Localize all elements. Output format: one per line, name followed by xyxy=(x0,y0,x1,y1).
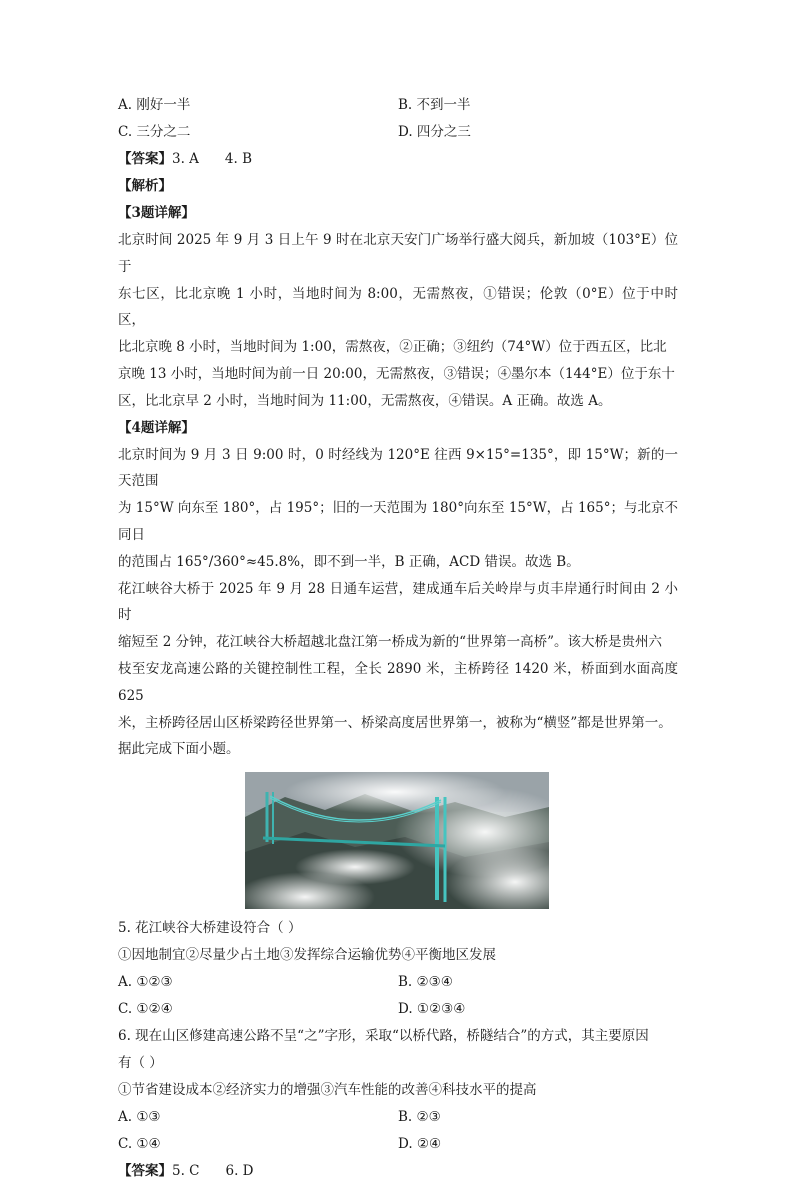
option-d: D. ①②③④ xyxy=(398,1001,466,1018)
option-c: C. 三分之二 xyxy=(118,124,191,140)
answer-value: 5. C xyxy=(172,1163,200,1180)
answer-line-2 xyxy=(118,1158,678,1185)
answer-value: 6. D xyxy=(225,1163,254,1180)
q3-explanation xyxy=(118,227,678,415)
text-line: 北京时间为 9 月 3 日 9:00 时，0 时经线为 120°E 往西 9×15°=135°，即 15°W；新的一天范围 xyxy=(118,446,678,490)
text-line: 缩短至 2 分钟，花江峡谷大桥超越北盘江第一桥成为新的“世界第一高桥”。该大桥是贵州六 xyxy=(118,634,662,651)
q5-options-row-2 xyxy=(118,996,678,1023)
bridge-context xyxy=(118,576,678,764)
option-d: D. 四分之三 xyxy=(398,124,471,140)
text-line: 北京时间 2025 年 9 月 3 日上午 9 时在北京天安门广场举行盛大阅兵，新加坡（103°E）位于 xyxy=(118,232,678,275)
answer-line-1 xyxy=(118,146,678,173)
q4-explanation xyxy=(118,442,678,576)
q6-items: ①节省建设成本②经济实力的增强③汽车性能的改善④科技水平的提高 xyxy=(118,1082,537,1099)
analysis-label: 【解析】 xyxy=(118,178,172,194)
answer-label: 【答案】 xyxy=(118,1163,172,1180)
q6-stem-cont: 有（ ） xyxy=(118,1055,163,1072)
q4-detail-label: 【4题详解】 xyxy=(118,419,195,436)
q3-detail-label: 【3题详解】 xyxy=(118,205,195,221)
option-a: A. ①③ xyxy=(118,1109,161,1126)
answer-label: 【答案】 xyxy=(118,151,172,167)
answer-value: 3. A xyxy=(172,151,199,167)
q6-options-row-1 xyxy=(118,1104,678,1131)
option-b: B. ②③ xyxy=(398,1109,441,1126)
option-c: C. ①④ xyxy=(118,1136,161,1153)
text-line: 花江峡谷大桥于 2025 年 9 月 28 日通车运营，建成通车后关岭岸与贞丰岸通行时间由 2 小时 xyxy=(118,580,678,624)
option-c: C. ①②④ xyxy=(118,1001,173,1018)
document-page xyxy=(118,92,678,1185)
suspension-bridge-icon xyxy=(245,772,549,909)
text-line: 为 15°W 向东至 180°，占 195°；旧的一天范围为 180°向东至 15°W，占 165°；与北京不同日 xyxy=(118,500,678,543)
option-b: B. 不到一半 xyxy=(398,97,471,113)
answer-value: 4. B xyxy=(224,151,253,167)
option-d: D. ②④ xyxy=(398,1136,442,1153)
text-line: 的范围占 165°/360°≈45.8%，即不到一半，B 正确，ACD 错误。故选 B。 xyxy=(118,553,580,570)
text-line: 米，主桥跨径居山区桥梁跨径世界第一、桥梁高度居世界第一，被称为“横竖”都是世界第一。 xyxy=(118,714,672,731)
text-line: 区，比北京早 2 小时，当地时间为 11:00，无需熬夜，④错误。A 正确。故选 A。 xyxy=(118,392,612,409)
text-line: 枝至安龙高速公路的关键控制性工程，全长 2890 米，主桥跨径 1420 米，桥面到水面高度 625 xyxy=(118,660,678,704)
q6-stem: 6. 现在山区修建高速公路不呈“之”字形，采取“以桥代路，桥隧结合”的方式，其主要原因 xyxy=(118,1028,649,1045)
q4-options-row-2 xyxy=(118,119,678,146)
text-line: 京晚 13 小时，当地时间为前一日 20:00，无需熬夜，③错误；④墨尔本（144°E）位于东十 xyxy=(118,365,675,382)
text-line: 东七区，比北京晚 1 小时，当地时间为 8:00，无需熬夜，①错误；伦敦（0°E）位于中时区， xyxy=(118,285,678,329)
option-a: A. ①②③ xyxy=(118,974,173,991)
option-b: B. ②③④ xyxy=(398,974,453,991)
q6-options-row-2 xyxy=(118,1131,678,1158)
q5-items: ①因地制宜②尽量少占土地③发挥综合运输优势④平衡地区发展 xyxy=(118,947,496,964)
q5-stem: 5. 花江峡谷大桥建设符合（ ） xyxy=(118,920,302,937)
bridge-photo xyxy=(245,772,549,909)
text-line: 比北京晚 8 小时，当地时间为 1:00，需熬夜，②正确；③纽约（74°W）位于西五区，比北 xyxy=(118,339,667,356)
text-line: 据此完成下面小题。 xyxy=(118,741,240,758)
option-a: A. 刚好一半 xyxy=(118,97,191,113)
q4-options-row-1 xyxy=(118,92,678,119)
q5-options-row-1 xyxy=(118,969,678,996)
